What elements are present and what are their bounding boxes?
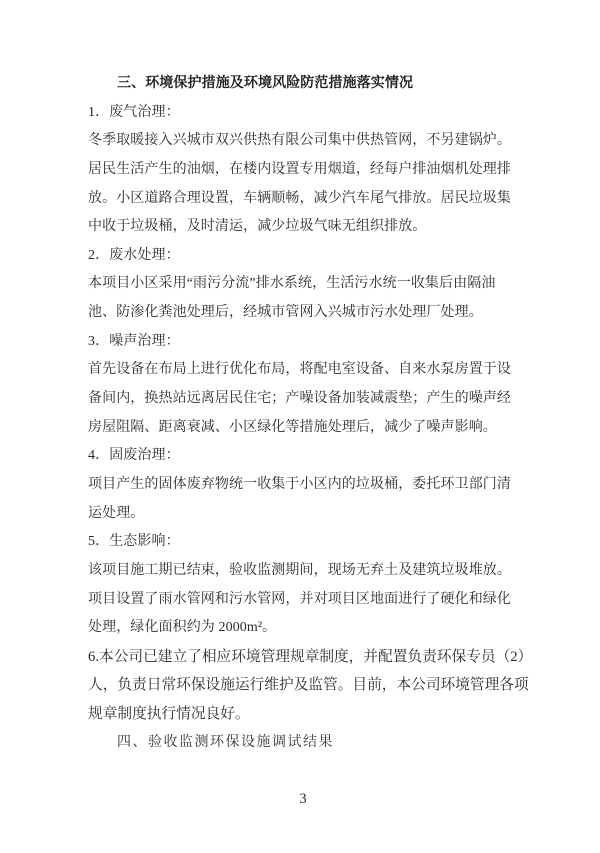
text-line: 运处理。 <box>88 505 145 521</box>
text-line: 居民生活产生的油烟，在楼内设置专用烟道，经每户排油烟机处理排 <box>88 161 511 177</box>
text-line: 该项目施工期已结束，验收监测期间，现场无弃土及建筑垃圾堆放。 <box>88 562 511 578</box>
text-line: 项目产生的固体废弃物统一收集于小区内的垃圾桶，委托环卫部门清 <box>88 476 511 492</box>
heading-item-3-noise: 3．噪声治理： <box>88 333 180 349</box>
text-line: 处理，绿化面积约为 2000m²。 <box>88 620 277 636</box>
text-line: 冬季取暖接入兴城市双兴供热有限公司集中供热管网，不另建锅炉。 <box>88 133 511 149</box>
heading-item-2-wastewater: 2．废水处理： <box>88 247 180 263</box>
heading-section-4: 四、验收监测环保设施调试结果 <box>117 734 334 750</box>
text-line: 本项目小区采用“雨污分流”排水系统，生活污水统一收集后由隔油 <box>88 276 496 292</box>
text-line: 房屋阻隔、距离衰减、小区绿化等措施处理后，减少了噪声影响。 <box>88 419 497 435</box>
text-line: 中收于垃圾桶，及时清运，减少垃圾气味无组织排放。 <box>88 219 427 235</box>
text-line: 首先设备在布局上进行优化布局，将配电室设备、自来水泵房置于设 <box>88 362 511 378</box>
text-line-item-6: 6.本公司已建立了相应环境管理规章制度，并配置负责环保专员（2） <box>88 648 533 665</box>
text-line-item-6: 人，负责日常环保设施运行维护及监管。目前，本公司环境管理各项 <box>88 677 529 694</box>
heading-item-1-waste-gas: 1．废气治理： <box>88 104 180 120</box>
text-line: 备间内，换热站远离居民住宅；产噪设备加装减震垫；产生的噪声经 <box>88 391 511 407</box>
text-line: 项目设置了雨水管网和污水管网，并对项目区地面进行了硬化和绿化 <box>88 591 511 607</box>
heading-item-4-solid-waste: 4．固废治理： <box>88 448 180 464</box>
page-number: 3 <box>299 791 307 807</box>
text-line-item-6: 规章制度执行情况良好。 <box>88 706 250 723</box>
heading-item-5-ecology: 5．生态影响： <box>88 534 180 550</box>
text-line: 池、防渗化粪池处理后，经城市管网入兴城市污水处理厂处理。 <box>88 305 483 321</box>
document-text-block <box>88 70 540 757</box>
heading-section-3: 三、环境保护措施及环境风险防范措施落实情况 <box>117 76 414 91</box>
text-line: 放。小区道路合理设置，车辆顺畅，减少汽车尾气排放。居民垃圾集 <box>88 190 511 206</box>
